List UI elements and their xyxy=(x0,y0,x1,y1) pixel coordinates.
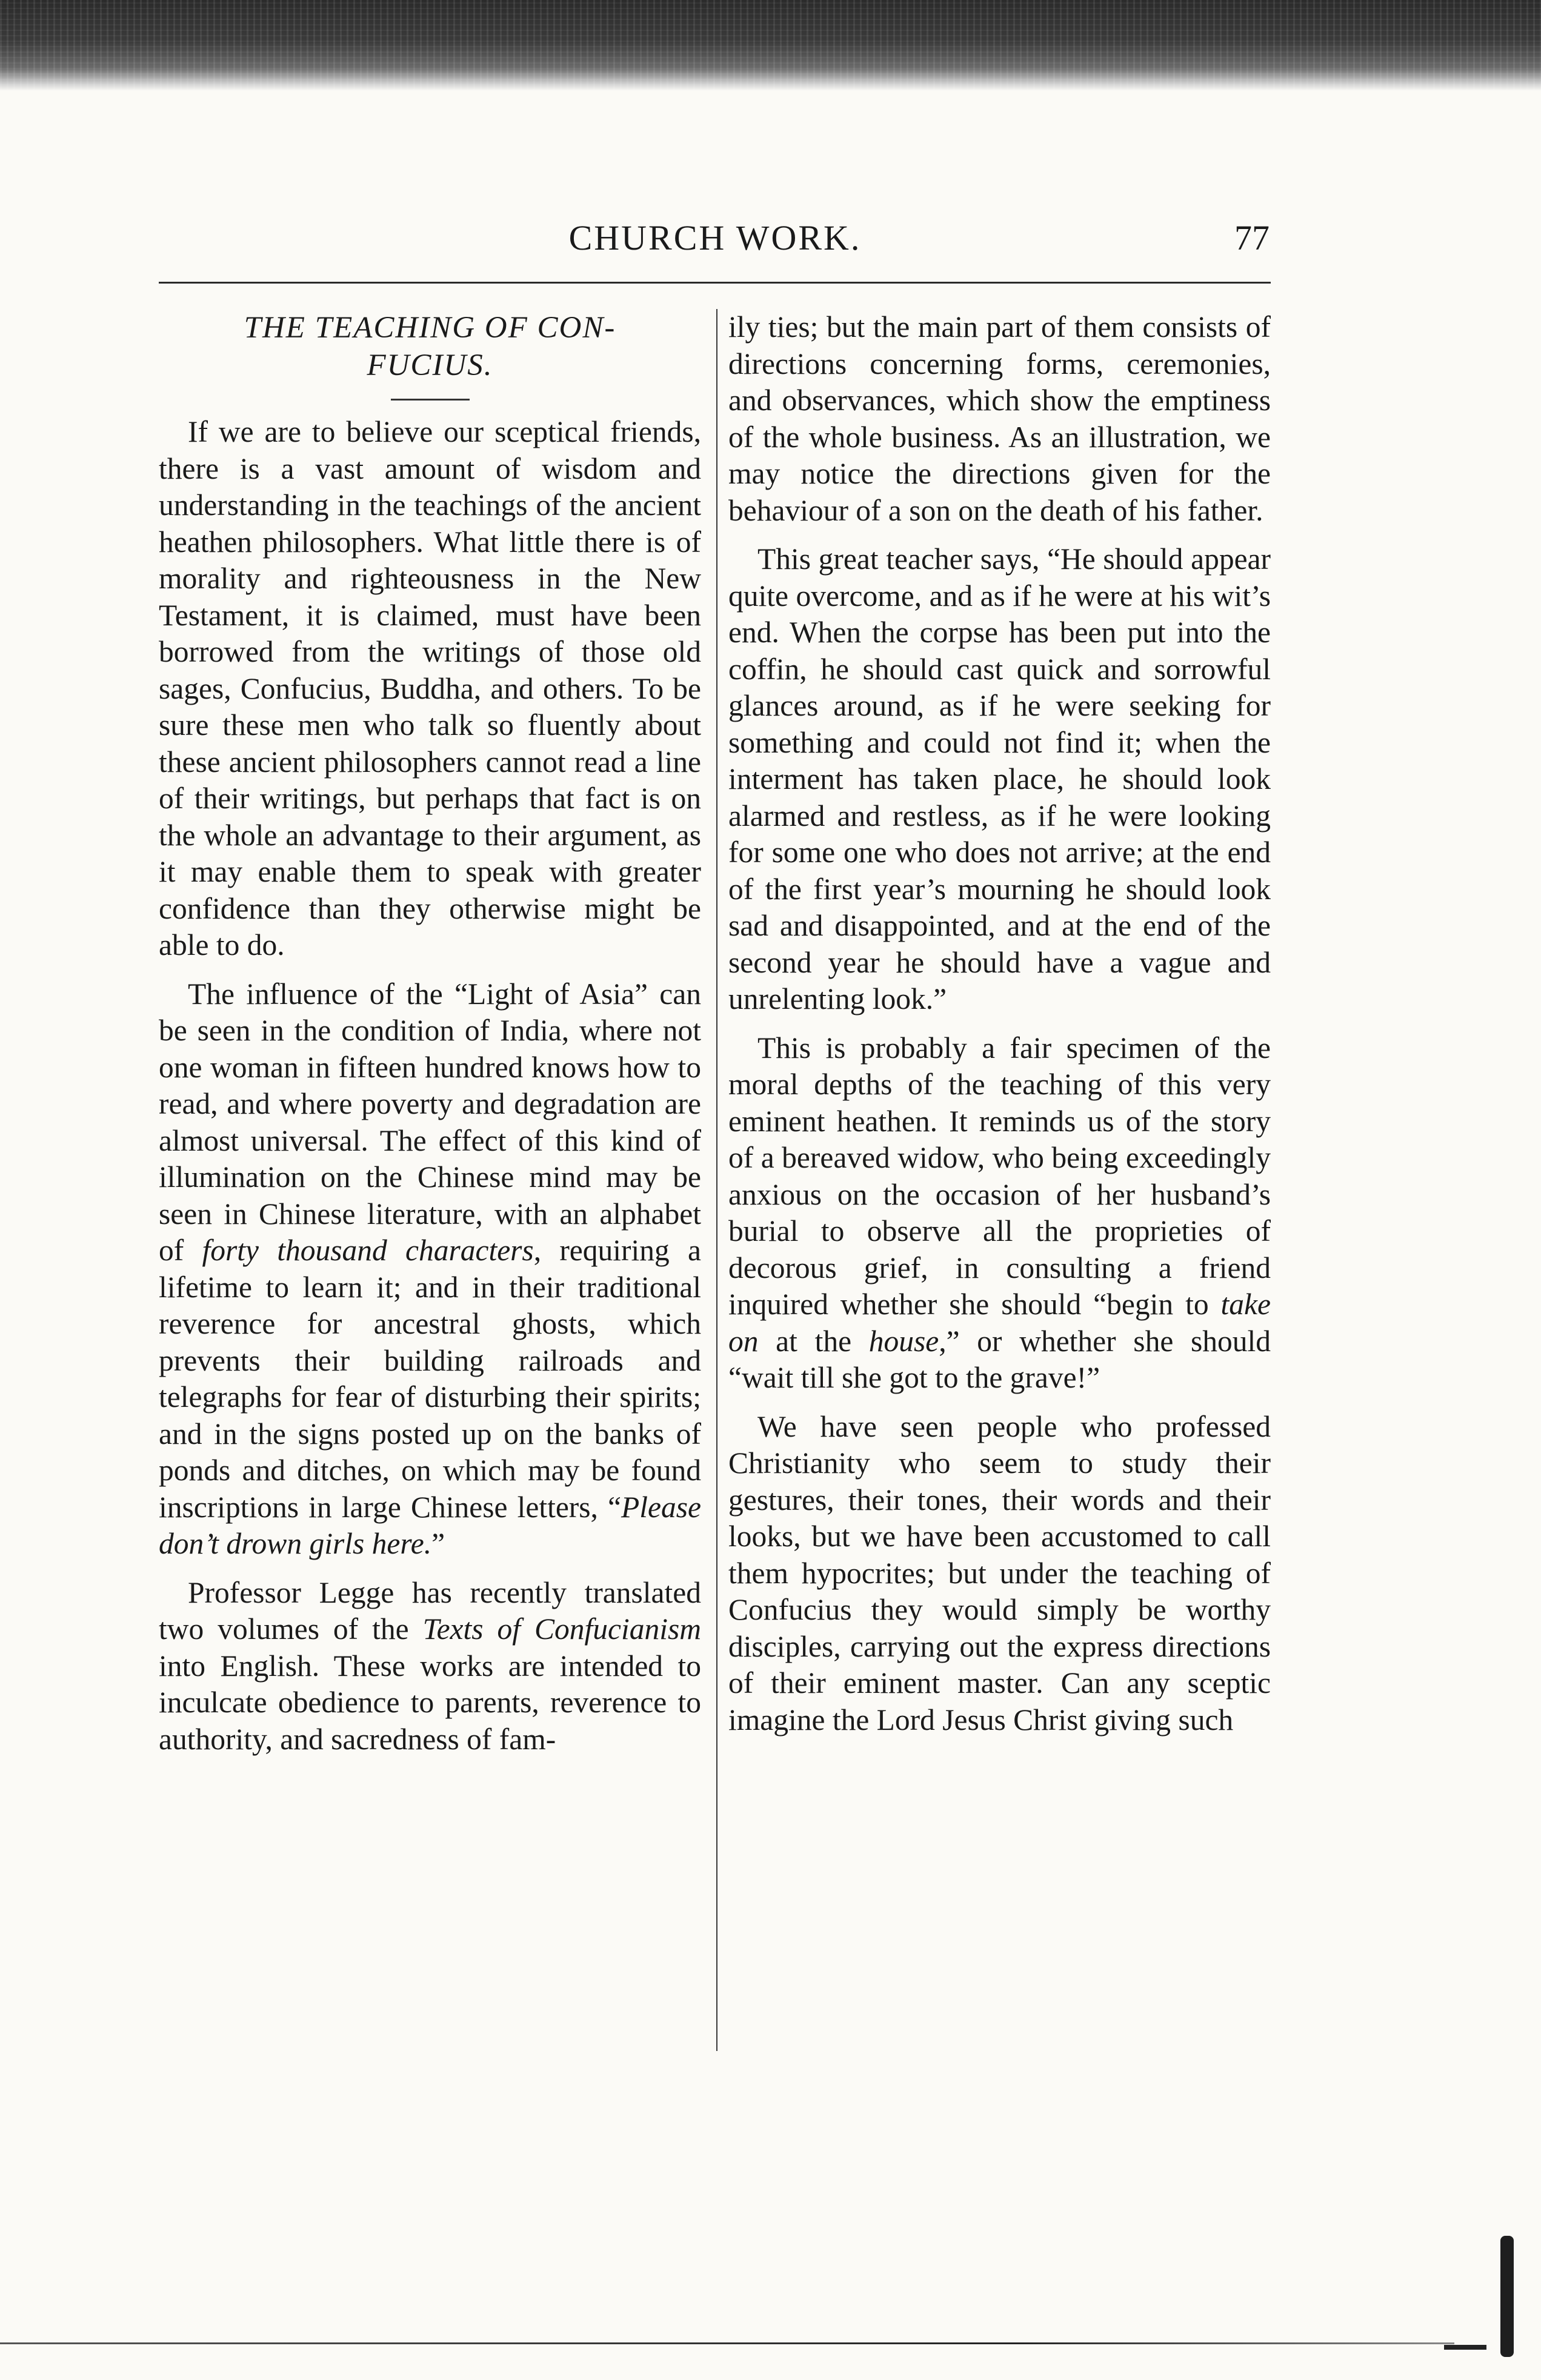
running-title: CHURCH WORK. xyxy=(568,218,862,258)
paragraph: If we are to believe our sceptical friends, there is a vast amount of wisdom and understanding in the teachings of the ancient heathen philosophers. What little there is of morality and righteousness in the New Testament, it is claimed, must have been borrowed from the writings of those old sages, Confucius, Buddha, and others. To be sure these men who talk so fluently about these ancient philosophers cannot read a line of their writings, but perhaps that fact is on the whole an advantage to their argument, as it may enable them to speak with greater confidence than they otherwise might be able to do. xyxy=(159,415,701,962)
paragraph xyxy=(159,1575,701,1758)
text-run: , requiring a lifetime to learn it; and in their traditional reverence for ancestral ghosts, which prevents their building railroads and telegraphs for fear of disturbing their spirits; and in the signs posted up on the banks of ponds and ditches, on which may be found inscriptions in large Chinese letters, “ xyxy=(159,1234,701,1524)
scan-artifact-mark xyxy=(1500,2236,1514,2357)
column-divider xyxy=(716,309,717,2051)
paragraph-continued: ily ties; but the main part of them consists of directions concerning forms, ceremonies, and observances, which show the emptiness of the whole business. As an illustration, we may notice the directions given for the behaviour of a son on the death of his father. xyxy=(728,310,1271,527)
right-column xyxy=(728,309,1271,1750)
scan-border-top xyxy=(0,0,1541,91)
italic-text: take on xyxy=(728,1288,1271,1358)
bottom-rule xyxy=(0,2342,1454,2344)
paragraph: We have seen people who professed Christianity who seem to study their gestures, their tones, their words and their looks, but we have been accustomed to call them hypocrites; but under the teaching of Confucius they would simply be worthy disciples, carrying out the express directions of their eminent master. Can any sceptic imagine the Lord Jesus Christ giving such xyxy=(728,1409,1271,1737)
paragraph xyxy=(159,976,701,1563)
italic-text: Texts of Confucianism xyxy=(422,1612,701,1646)
header-rule xyxy=(159,282,1271,284)
text-run: ,” or whether she should “wait till she got to the grave!” xyxy=(728,1324,1271,1394)
italic-text: forty thousand characters xyxy=(202,1234,534,1267)
text-run: ” xyxy=(431,1527,445,1560)
text-run: at the xyxy=(758,1324,869,1358)
running-head xyxy=(161,211,1270,265)
text-run: The influence of the “Light of Asia” can be seen in the condition of India, where not one woman in fifteen hundred knows how to read, and where poverty and degradation are almost universal. The effect of this kind of illumination on the Chinese mind may be seen in Chinese literature, with an alphabet of xyxy=(159,977,701,1267)
paragraph: This great teacher says, “He should appear quite overcome, and as if he were at his wit’s end. When the corpse has been put into the coffin, he should cast quick and sorrowful glances around, as if he were seeking for something and could not find it; when the interment has taken place, he should look alarmed and restless, as if he were looking for some one who does not arrive; at the end of the first year’s mourning he should look sad and disappointed, and at the end of the second year he should have a vague and unrelenting look.” xyxy=(728,542,1271,1015)
sign-quote: Please don’t drown girls here. xyxy=(159,1490,701,1560)
text-run: This is probably a fair specimen of the moral depths of the teaching of this very eminent heathen. It reminds us of the story of a bereaved widow, who being exceedingly anxious on the occasion of her husband’s burial to observe all the proprieties of decorous grief, in consulting a friend inquired whether she should “begin to xyxy=(728,1031,1271,1321)
italic-text: house xyxy=(868,1324,939,1358)
article-title xyxy=(159,309,701,384)
text-run: into English. These works are intended to inculcate obedience to parents, reverence to authority, and sacredness of fam- xyxy=(159,1649,701,1756)
article-title-line-2: FUCIUS. xyxy=(367,348,493,382)
title-rule xyxy=(391,399,470,401)
scan-artifact-dash xyxy=(1444,2345,1486,2350)
article-title-line-1: THE TEACHING OF CON- xyxy=(244,311,616,345)
paragraph xyxy=(728,1030,1271,1397)
page-number: 77 xyxy=(1234,218,1270,258)
text-run: Professor Legge has recently translated two volumes of the xyxy=(159,1575,701,1646)
left-column xyxy=(159,309,701,1770)
